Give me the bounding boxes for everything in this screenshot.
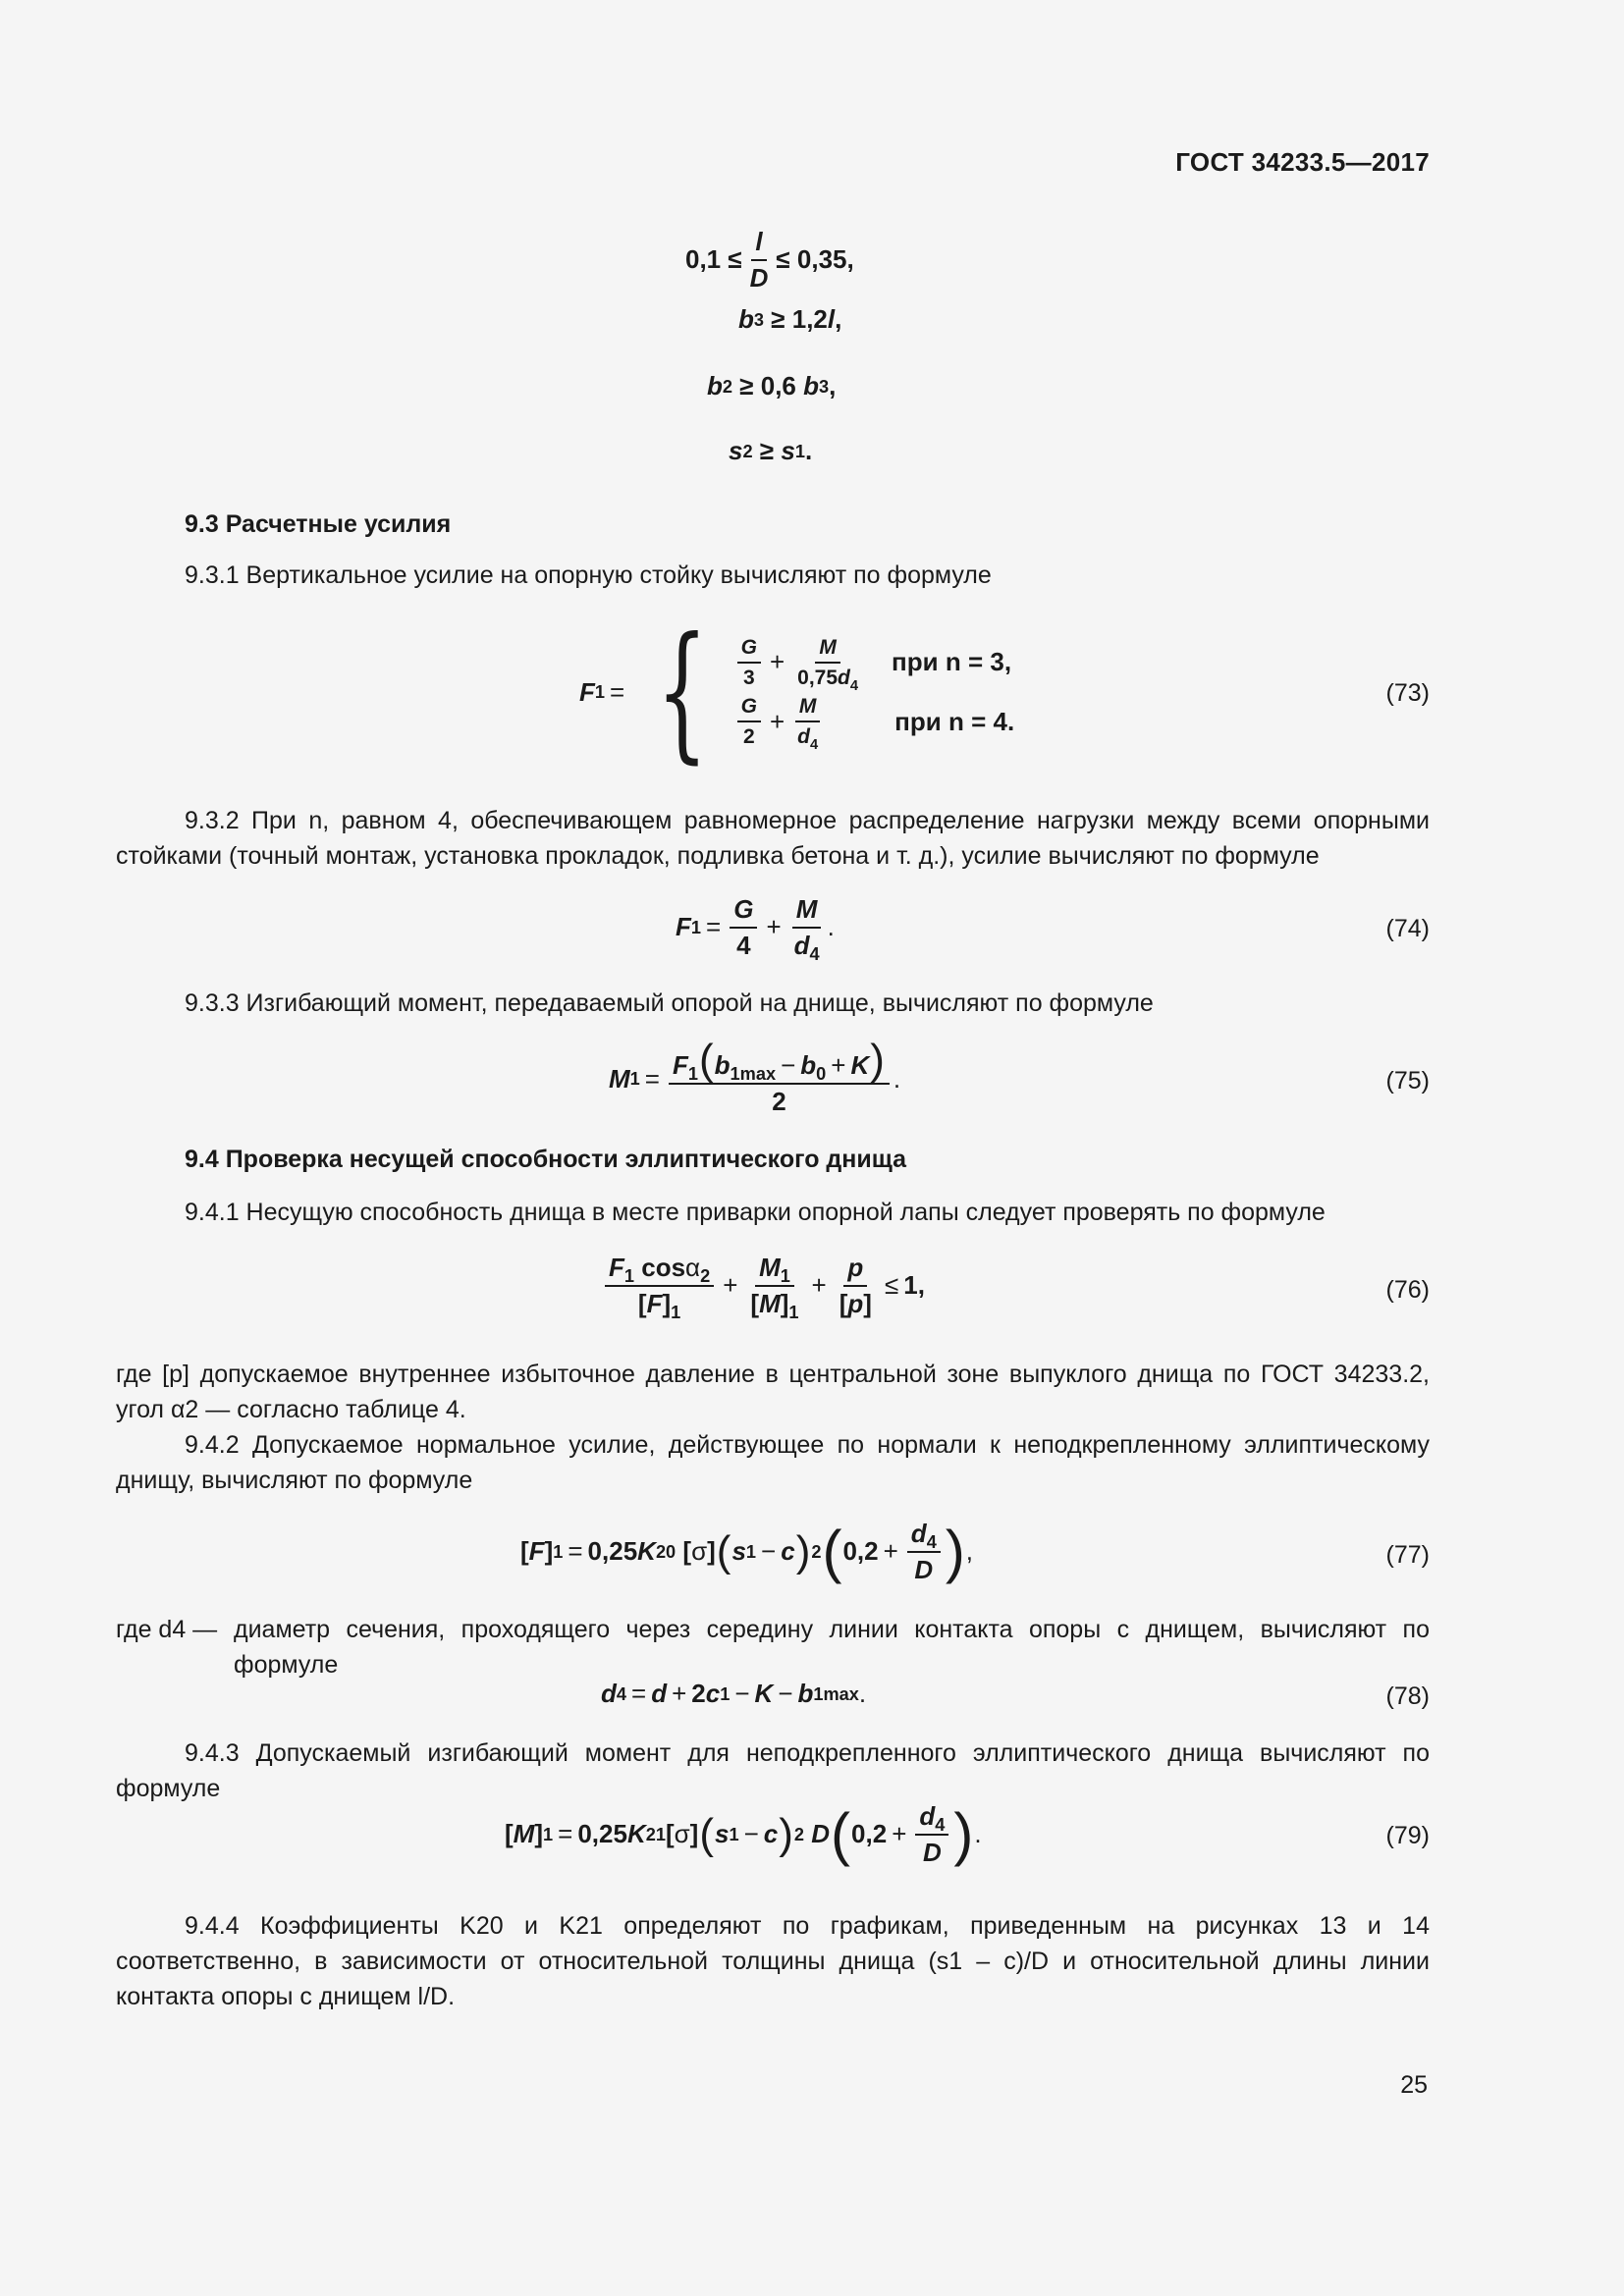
equation-number-77: (77): [1385, 1541, 1430, 1569]
paragraph-9-3-2: 9.3.2 При n, равном 4, обеспечивающем равномерное распределение нагрузки между всеми опорными стойками (точный монтаж, установка прокладок, подливка бетона и т. д.), усилие вычисляют по формуле: [116, 807, 1430, 870]
formula-76: $\frac{F_1 \cos\alpha_2}{[F]_1}$ + $\frac{M_1}{[M]_1}$ + $\frac{p}{[p]}$ ≤ 1,: [601, 1254, 925, 1317]
paragraph-9-4-3: 9.4.3 Допускаемый изгибающий момент для неподкрепленного эллиптического днища вычисляют по формуле: [116, 1739, 1430, 1802]
condition-b3: b 3 ≥ 1,2 l ,: [738, 304, 842, 334]
formula-75: M 1 = $\frac{F_1(b_{1max} - b_0 + K)}{2}$ .: [609, 1036, 901, 1116]
paragraph-9-3-3: 9.3.3 Изгибающий момент, передаваемый опорой на днище, вычисляют по формуле: [185, 989, 1154, 1017]
curly-brace: {: [656, 607, 709, 777]
equation-number-75: (75): [1385, 1067, 1430, 1095]
formula-79: [ M ] 1 = 0,25 K 21 [ σ ] ( s 1 − c ) 2 D ( 0,2 + $\frac{d_4}{D}$ ) .: [505, 1800, 982, 1867]
fraction-l-d: $\frac{l}{D}$: [749, 227, 769, 293]
condition-b2: b 2 ≥ 0,6 b 3 ,: [707, 371, 837, 400]
paragraph-9-4-1: 9.4.1 Несущую способность днища в месте приварки опорной лапы следует проверять по формуле: [185, 1199, 1326, 1226]
page-number: 25: [1400, 2071, 1428, 2099]
formula-74: F 1 = $\frac{G}{4}$ + $\frac{M}{d_4}$ .: [676, 894, 835, 964]
where-d4-lead: где d4 —: [116, 1616, 218, 1643]
paragraph-where-p: где [p] допускаемое внутреннее избыточное давление в центральной зоне выпуклого днища по ГОСТ 34233.2, угол α2 — согласно таблице 4.: [116, 1361, 1430, 1423]
condition-l-over-d: 0,1 ≤ $\frac{l}{D}$ ≤ 0,35,: [685, 227, 854, 293]
equation-number-76: (76): [1385, 1276, 1430, 1304]
where-d4-text: диаметр сечения, проходящего через середину линии контакта опоры с днищем, вычисляют по формуле: [234, 1616, 1430, 1679]
equation-number-74: (74): [1385, 915, 1430, 942]
formula-77: [ F ] 1 = 0,25 K 20 [ σ ] ( s 1 − c ) 2 ( 0,2 + $\frac{d_4}{D}$ ) ,: [520, 1518, 974, 1584]
equation-number-79: (79): [1385, 1822, 1430, 1849]
heading-9-4: 9.4 Проверка несущей способности эллиптического днища: [185, 1146, 907, 1173]
paragraph-9-4-4: 9.4.4 Коэффициенты K20 и K21 определяют по графикам, приведенным на рисунках 13 и 14 соответственно, в зависимости от относительной толщины днища (s1 – c)/D и относительной длины линии контакта опоры с днищем l/D.: [116, 1912, 1430, 2010]
formula-73-case-1: $\frac{G}{3}$ + $\frac{M}{0,75d_4}$ при n = 3,: [733, 636, 1015, 689]
condition-s2: s 2 ≥ s 1 .: [729, 436, 813, 465]
paragraph-9-3-1: 9.3.1 Вертикальное усилие на опорную стойку вычисляют по формуле: [185, 561, 992, 589]
equation-number-78: (78): [1385, 1682, 1430, 1710]
paragraph-9-4-2: 9.4.2 Допускаемое нормальное усилие, действующее по нормали к неподкрепленному эллиптическому днищу, вычисляют по формуле: [116, 1431, 1430, 1494]
heading-9-3: 9.3 Расчетные усилия: [185, 510, 452, 538]
equation-number-73: (73): [1385, 679, 1430, 707]
formula-73-case-2: $\frac{G}{2}$ + $\frac{M}{d_4}$ при n = 4.: [733, 695, 1015, 748]
formula-73: F 1 = { $\frac{G}{3}$ + $\frac{M}{0,75d_4}$ при n = 3, $\frac{G}{2}$ + $\frac{M}{d_4}$ при n = 4.: [579, 607, 1015, 777]
formula-78: d 4 = d + 2 c 1 − K − b 1max .: [601, 1679, 867, 1708]
document-header: ГОСТ 34233.5—2017: [1175, 147, 1430, 177]
